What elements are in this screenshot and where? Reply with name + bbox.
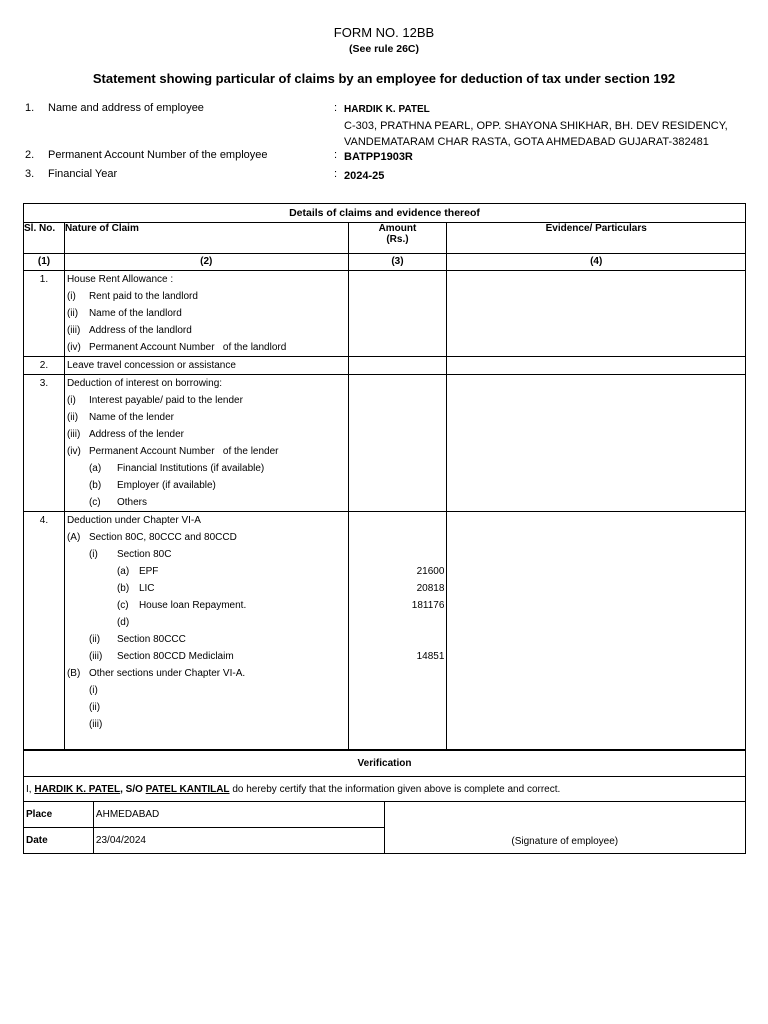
info-row-pan [25,149,755,165]
item-text: EPF [138,566,159,577]
item-marker: (i) [66,395,76,406]
header-amount [348,223,447,254]
claim-row-hra [24,271,746,357]
header-nature-of-claim: Nature of Claim [64,223,348,254]
employee-name: HARDIK K. PATEL [344,104,430,115]
info-colon: : [334,102,338,114]
item-marker: (c) [116,600,129,611]
item-marker: (A) [66,532,81,543]
item-marker: (i) [88,685,98,696]
row-sl-number: 2. [39,360,49,371]
verification-title: Verification [24,750,746,777]
header-evidence: Evidence/ Particulars [447,223,746,254]
column-number: (3) [348,254,447,271]
item-marker: (b) [116,583,130,594]
item-marker: (a) [88,463,102,474]
employee-address-line1: C-303, PRATHNA PEARL, OPP. SHAYONA SHIKHAR, BH. DEV RESIDENCY, [344,120,728,132]
row-sl-number: 1. [39,274,49,285]
item-marker: (iv) [66,446,81,457]
place-label: Place [24,802,94,828]
item-text: Section 80CCC [116,634,186,645]
claim-title: House Rent Allowance : [66,274,174,285]
info-number: 3. [25,168,35,180]
item-text: Section 80C, 80CCC and 80CCD [88,532,237,543]
employee-address-line2: VANDEMATARAM CHAR RASTA, GOTA AHMEDABAD GUJARAT-382481 [344,136,709,148]
item-text: Others [116,497,147,508]
item-marker: (i) [88,549,98,560]
item-marker: (iii) [88,719,103,730]
item-marker: (ii) [88,634,101,645]
amount-epf: 21600 [416,566,445,577]
cert-suffix: do hereby certify that the information given above is complete and correct. [229,783,561,795]
item-text: Interest payable/ paid to the lender [88,395,243,406]
employee-name: HARDIK K. PATEL [34,783,121,795]
financial-year: 2024-25 [344,170,385,182]
info-row-name-address [25,102,755,150]
header-sl-no: Sl. No. [24,223,65,254]
claim-row-interest [24,375,746,512]
item-marker: (B) [66,668,81,679]
item-text: Financial Institutions (if available) [116,463,265,474]
item-marker: (ii) [66,308,79,319]
item-text: Permanent Account Number of the lender [88,446,279,457]
item-marker: (iii) [66,325,81,336]
claims-table [23,203,746,751]
item-marker: (ii) [88,702,101,713]
claim-row-chapter-via [24,512,746,751]
claim-row-ltc [24,357,746,375]
row-sl-number: 3. [39,378,49,389]
item-marker: (c) [88,497,101,508]
amount-80ccd-mediclaim: 14851 [416,651,445,662]
item-text: Employer (if available) [116,480,216,491]
item-text: Name of the lender [88,412,175,423]
info-label: Permanent Account Number of the employee [48,149,268,161]
amount-house-loan: 181176 [411,600,445,611]
claim-title: Deduction of interest on borrowing: [66,378,223,389]
info-label: Name and address of employee [48,102,204,114]
amount-lic: 20818 [416,583,445,594]
column-number: (1) [24,254,65,271]
header-amount-unit: (Rs.) [386,234,409,245]
item-text: Address of the lender [88,429,185,440]
info-row-financial-year [25,168,755,184]
column-number: (4) [447,254,746,271]
certification-statement [24,777,746,802]
row-sl-number: 4. [39,515,49,526]
item-marker: (i) [66,291,76,302]
info-colon: : [334,168,338,180]
date-label: Date [24,828,94,854]
employee-pan: BATPP1903R [344,151,413,163]
claim-title: Leave travel concession or assistance [66,360,236,371]
item-text: Other sections under Chapter VI-A. [88,668,246,679]
date-value: 23/04/2024 [93,828,384,854]
form-statement-title: Statement showing particular of claims by an employee for deduction of tax under section 192 [92,71,676,86]
item-text: Section 80C [116,549,172,560]
item-marker: (d) [116,617,130,628]
item-marker: (iii) [88,651,103,662]
signature-label: (Signature of employee) [384,802,745,854]
header-amount-label: Amount [378,223,417,234]
place-value: AHMEDABAD [93,802,384,828]
cert-so: , S/O [120,783,146,795]
info-number: 2. [25,149,35,161]
rule-reference: (See rule 26C) [348,43,420,55]
info-label: Financial Year [48,168,118,180]
item-marker: (iii) [66,429,81,440]
item-text: Address of the landlord [88,325,192,336]
item-marker: (a) [116,566,130,577]
info-number: 1. [25,102,35,114]
form-number: FORM NO. 12BB [333,25,435,40]
item-text: Rent paid to the landlord [88,291,198,302]
item-text: Name of the landlord [88,308,182,319]
cert-prefix: I, [26,783,35,795]
father-name: PATEL KANTILAL [145,783,230,795]
item-text: Permanent Account Number of the landlord [88,342,287,353]
info-colon: : [334,149,338,161]
claim-title: Deduction under Chapter VI-A [66,515,201,526]
item-marker: (iv) [66,342,81,353]
verification-table [23,749,746,854]
item-marker: (ii) [66,412,79,423]
column-number: (2) [64,254,348,271]
item-marker: (b) [88,480,102,491]
item-text: LIC [138,583,155,594]
item-text: Section 80CCD Mediclaim [116,651,234,662]
claims-table-title: Details of claims and evidence thereof [24,204,746,223]
item-text: House loan Repayment. [138,600,247,611]
